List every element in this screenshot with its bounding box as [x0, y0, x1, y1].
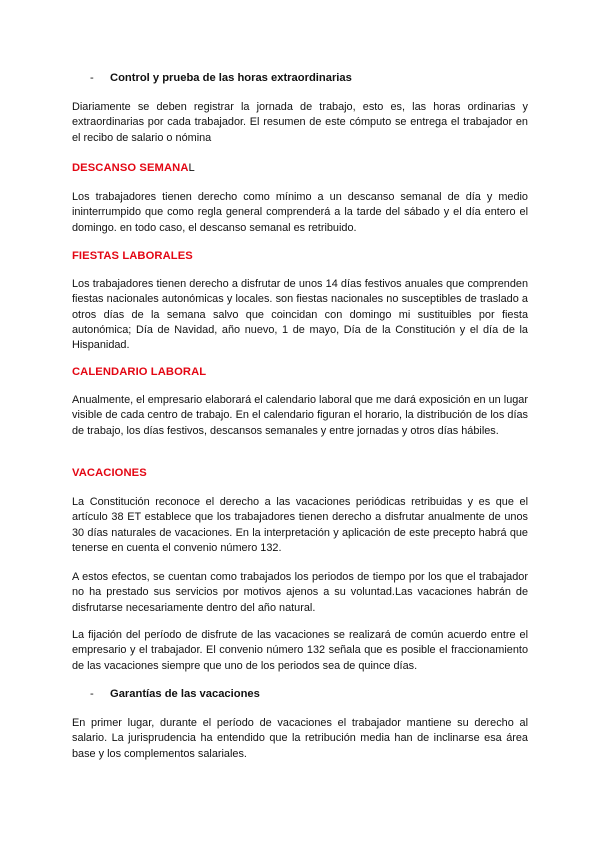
title-descanso-semanal [72, 162, 195, 174]
title-fiestas-laborales: FIESTAS LABORALES [72, 250, 193, 262]
paragraph-control: Diariamente se deben registrar la jornada de trabajo, esto es, las horas ordinarias y extraordinarias por cada trabajador. El resumen de este cómputo se entrega el trabajador en el recibo de salario o nómina [72, 101, 528, 144]
heading-control-horas [90, 72, 352, 84]
heading-control-text: Control y prueba de las horas extraordinarias [110, 72, 352, 84]
paragraph-vacaciones-1: La Constitución reconoce el derecho a las vacaciones periódicas retribuidas y es que el artículo 38 ET establece que los trabajadores tienen derecho a disfrutar anualmente de unos 30 días naturales de vacaciones. En la interpretación y aplicación de este precepto habrá que tenerse en cuenta el convenio número 132. [72, 496, 528, 554]
heading-garantias-text: Garantías de las vacaciones [110, 688, 260, 700]
paragraph-vacaciones-2: A estos efectos, se cuentan como trabajados los periodos de tiempo por los que el trabajador no ha prestado sus servicios por motivos ajenos a su voluntad.Las vacaciones habrán de disfrutarse necesariamente dentro del año natural. [72, 571, 528, 614]
title-vacaciones: VACACIONES [72, 467, 147, 479]
paragraph-fiestas: Los trabajadores tienen derecho a disfrutar de unos 14 días festivos anuales que comprenden fiestas nacionales autonómicas y locales. son fiestas nacionales no susceptibles de traslado a otros días de la semana salvo que coincidan con domingo mi sustituibles por fiesta autonómica; Día de Navidad, año nuevo, 1 de mayo, Día de la Constitución y el día de la Hispanidad. [72, 278, 528, 352]
paragraph-vacaciones-3: La fijación del período de disfrute de las vacaciones se realizará de común acuerdo entre el empresario y el trabajador. El convenio número 132 señala que es posible el fraccionamiento de las vacaciones siempre que uno de los periodos sea de quince días. [72, 629, 528, 672]
title-descanso-tail: L [188, 162, 195, 174]
title-descanso-text: DESCANSO SEMANA [72, 162, 189, 174]
bullet-dash: - [90, 688, 94, 700]
paragraph-garantias: En primer lugar, durante el período de vacaciones el trabajador mantiene su derecho al salario. La jurisprudencia ha entendido que la retribución media han de inclinarse esa área base y los complementos salariales. [72, 717, 528, 760]
paragraph-calendario: Anualmente, el empresario elaborará el calendario laboral que me dará exposición en un lugar visible de cada centro de trabajo. En el calendario figuran el horario, la distribución de los días de trabajo, los días festivos, descansos semanales y entre jornadas y otros días hábiles. [72, 394, 528, 437]
bullet-dash: - [90, 72, 94, 84]
title-calendario-laboral: CALENDARIO LABORAL [72, 366, 207, 378]
heading-garantias [90, 688, 260, 700]
paragraph-descanso: Los trabajadores tienen derecho como mínimo a un descanso semanal de día y medio ininterrumpido que como regla general comprenderá a la tarde del sábado y el día entero el domingo. en todo caso, el descanso semanal es retribuido. [72, 191, 528, 234]
